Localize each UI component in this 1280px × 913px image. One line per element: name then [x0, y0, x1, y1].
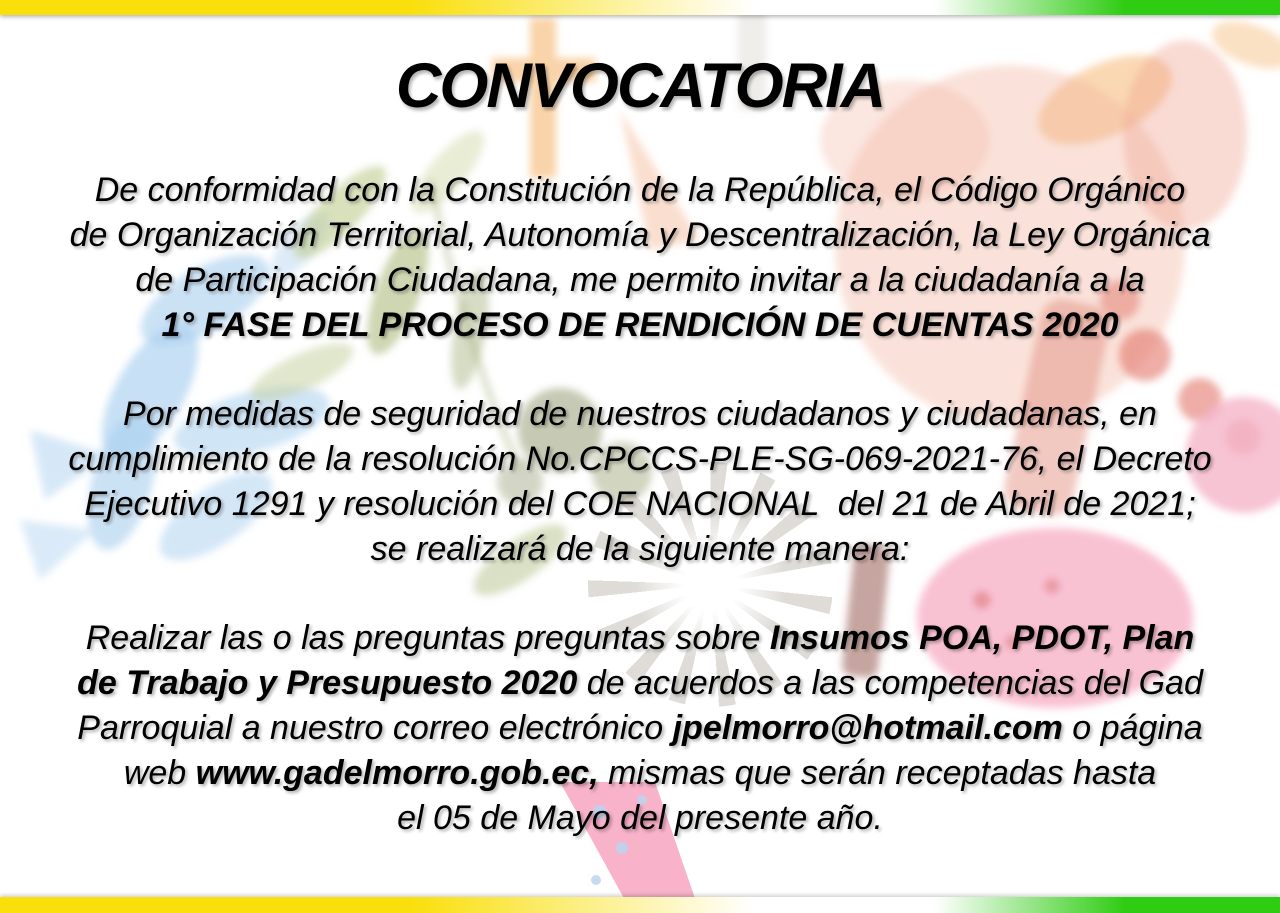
bold-text-segment: Insumos POA, PDOT, Plan — [769, 619, 1195, 657]
text-line — [0, 616, 1280, 661]
text-segment: web — [123, 754, 196, 792]
text-line — [0, 751, 1280, 796]
text-segment: Ejecutivo 1291 y resolución del COE NACIONAL del 21 de Abril de 2021; — [84, 485, 1196, 523]
text-line — [0, 661, 1280, 706]
bold-text-segment: 1° FASE DEL PROCESO DE RENDICIÓN DE CUENTAS 2020 — [161, 306, 1119, 344]
document-body — [0, 168, 1280, 841]
text-segment: cumplimiento de la resolución No.CPCCS-PLE-SG-069-2021-76, el Decreto — [68, 440, 1212, 478]
paragraph-1 — [0, 168, 1280, 348]
text-segment: el 05 de Mayo del presente año. — [397, 799, 883, 837]
text-line — [0, 527, 1280, 572]
text-segment: o página — [1062, 709, 1203, 747]
text-segment: de Organización Territorial, Autonomía y Descentralización, la Ley Orgánica — [69, 216, 1211, 254]
text-segment: Parroquial a nuestro correo electrónico — [77, 709, 673, 747]
text-line — [0, 482, 1280, 527]
bottom-border-stripe — [0, 897, 1280, 913]
paragraph-3 — [0, 616, 1280, 841]
text-segment: de Participación Ciudadana, me permito invitar a la ciudadanía a la — [135, 261, 1145, 299]
text-line — [0, 303, 1280, 348]
text-line — [0, 437, 1280, 482]
text-line — [0, 258, 1280, 303]
text-segment: Realizar las o las preguntas preguntas sobre — [85, 619, 770, 657]
paragraph-2 — [0, 392, 1280, 572]
text-segment: Por medidas de seguridad de nuestros ciudadanos y ciudadanas, en — [123, 395, 1157, 433]
text-line — [0, 796, 1280, 841]
top-border-stripe — [0, 0, 1280, 15]
text-segment: de acuerdos a las competencias del Gad — [577, 664, 1203, 702]
text-line — [0, 706, 1280, 751]
text-segment: mismas que serán receptadas hasta — [598, 754, 1157, 792]
text-line — [0, 392, 1280, 437]
text-line — [0, 213, 1280, 258]
bold-text-segment: de Trabajo y Presupuesto 2020 — [77, 664, 578, 702]
text-segment: se realizará de la siguiente manera: — [370, 530, 910, 568]
text-line — [0, 168, 1280, 213]
page-title: CONVOCATORIA — [395, 51, 885, 121]
bold-text-segment: www.gadelmorro.gob.ec, — [195, 754, 599, 792]
bold-text-segment: jpelmorro@hotmail.com — [672, 709, 1063, 747]
text-segment: De conformidad con la Constitución de la República, el Código Orgánico — [94, 171, 1186, 209]
